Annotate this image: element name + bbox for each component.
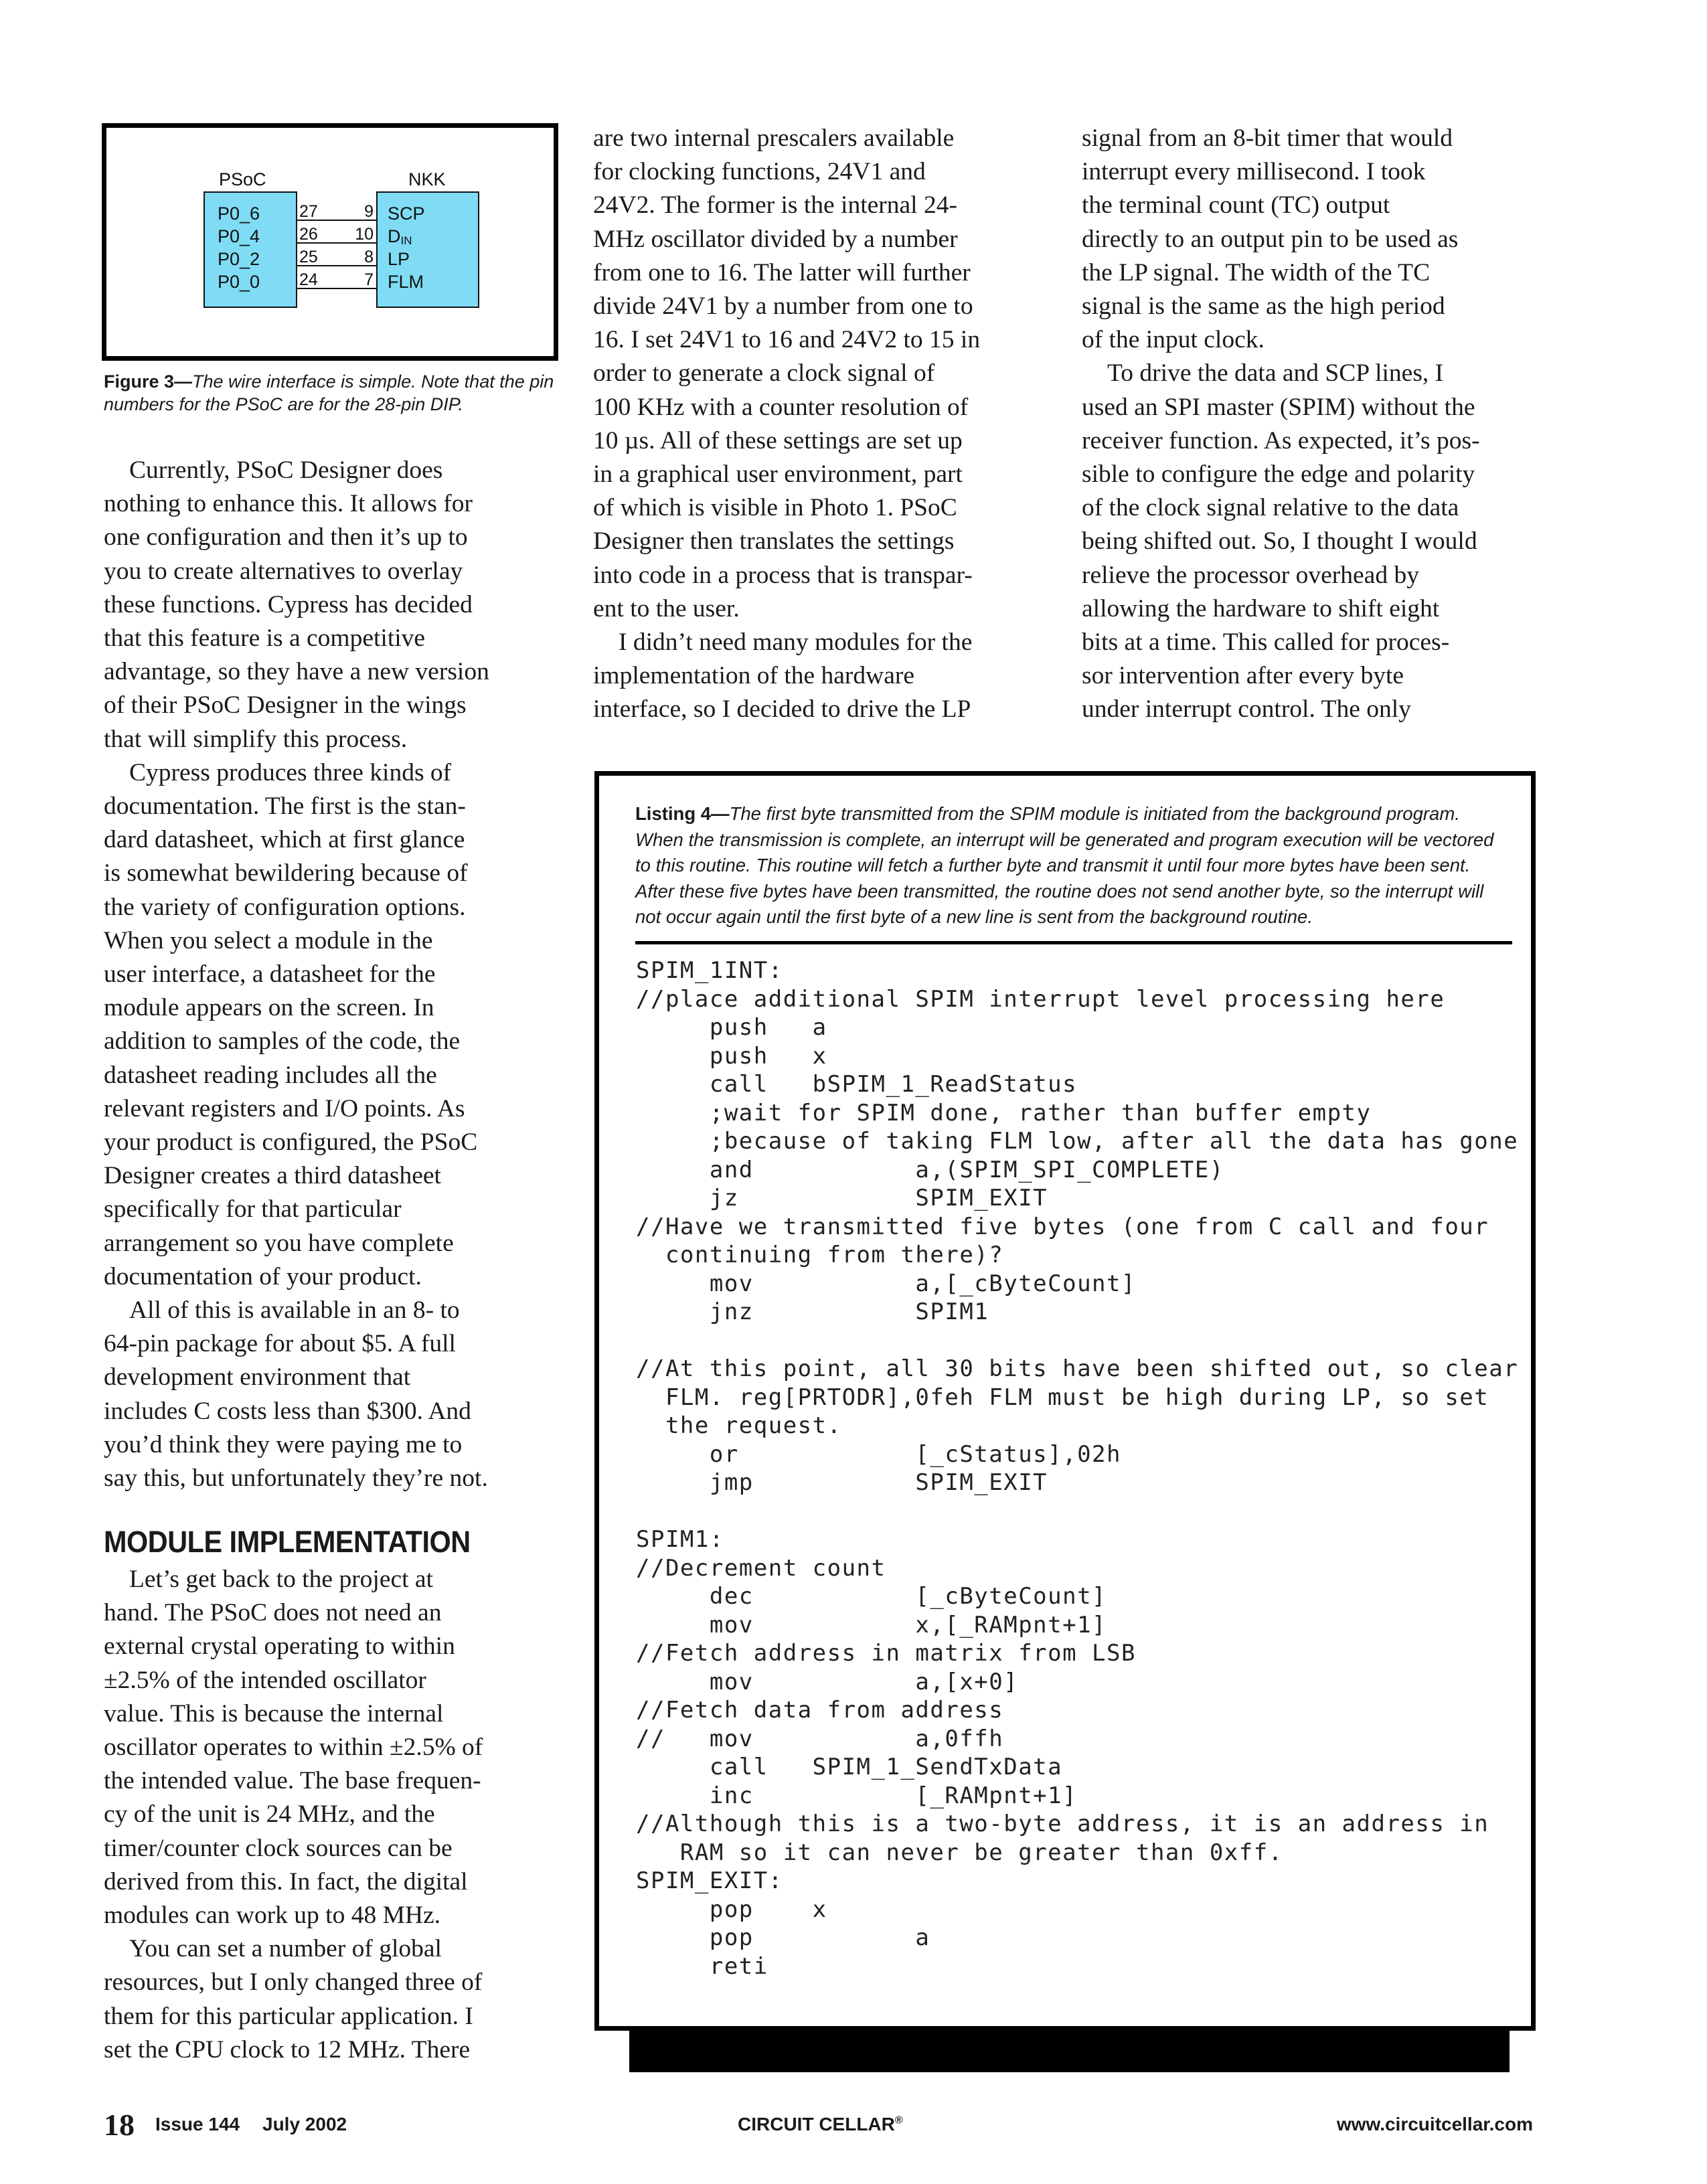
column-2-text <box>593 122 1048 727</box>
text-line: arrangement so you have complete <box>104 1229 454 1257</box>
text-line: specifically for that particular <box>104 1195 402 1224</box>
text-line: To drive the data and SCP lines, I <box>1107 359 1444 388</box>
caption-line: to this routine. This routine will fetch a further byte and transmit it until four more bytes have been sent. <box>635 855 1471 875</box>
psoc-pin-number: 26 <box>299 225 318 244</box>
section-heading: MODULE IMPLEMENTATION <box>104 1525 471 1559</box>
text-line: development environment that <box>104 1363 411 1392</box>
psoc-pin-label: P0_6 <box>218 203 260 224</box>
text-line: 16. I set 24V1 to 16 and 24V2 to 15 in <box>593 326 981 354</box>
text-line: advantage, so they have a new version <box>104 658 489 686</box>
text-line: ±2.5% of the intended oscillator <box>104 1666 426 1694</box>
nkk-pin-number: 8 <box>364 248 374 266</box>
text-line: signal from an 8-bit timer that would <box>1082 124 1453 152</box>
paragraph <box>104 1294 559 1495</box>
text-line: resources, but I only changed three of <box>104 1968 483 1997</box>
text-line: say this, but unfortunately they’re not. <box>104 1464 488 1493</box>
figure-3-caption-text: The wire interface is simple. Note that the pin numbers for the PSoC are for the 28-pin DIP. <box>104 371 554 414</box>
text-line: nothing to enhance this. It allows for <box>104 490 473 518</box>
text-line: used an SPI master (SPIM) without the <box>1082 393 1475 421</box>
paragraph <box>593 122 1048 626</box>
text-line: the variety of configuration options. <box>104 893 466 921</box>
text-line: into code in a process that is transpar- <box>593 561 973 589</box>
text-line: bits at a time. This called for proces- <box>1082 628 1450 657</box>
text-line: MHz oscillator divided by a number <box>593 225 958 253</box>
paragraph <box>104 1932 559 2067</box>
text-line: documentation. The first is the stan- <box>104 792 466 821</box>
wire-interface-diagram <box>106 128 554 356</box>
text-line: 100 KHz with a counter resolution of <box>593 393 969 421</box>
text-line: sible to configure the edge and polarity <box>1082 460 1475 489</box>
paragraph <box>104 1563 559 1932</box>
registered-mark: ® <box>894 2114 903 2126</box>
figure-3-label: Figure 3— <box>104 371 193 392</box>
text-line: allowing the hardware to shift eight <box>1082 594 1440 622</box>
text-line: When you select a module in the <box>104 926 433 954</box>
caption-line: not occur again until the first byte of a new line is sent from the background routine. <box>635 906 1313 927</box>
paragraph <box>104 454 559 756</box>
text-line: You can set a number of global <box>129 1935 442 1963</box>
figure-3-diagram <box>102 123 558 361</box>
text-line: from one to 16. The latter will further <box>593 258 971 286</box>
din-subscript: IN <box>400 234 412 247</box>
text-line: oscillator operates to within ±2.5% of <box>104 1734 483 1762</box>
text-line: documentation of your product. <box>104 1262 422 1290</box>
text-line: under interrupt control. The only <box>1082 695 1411 724</box>
caption-line: Listing 4—The first byte transmitted from the SPIM module is initiated from the background program. <box>635 803 1460 824</box>
text-line: 24V2. The former is the internal 24- <box>593 191 957 220</box>
text-line: that will simplify this process. <box>104 725 408 753</box>
text-line: user interface, a datasheet for the <box>104 960 436 989</box>
nkk-signal-label: DIN <box>388 226 412 247</box>
issue-number: Issue 144 <box>155 2114 240 2134</box>
psoc-pin-number: 24 <box>299 270 318 289</box>
column-1-text <box>104 454 559 1495</box>
caption-line: After these five bytes have been transmitted, the routine does not send another byte, so the interrupt will <box>635 880 1484 902</box>
text-line: relevant registers and I/O points. As <box>104 1094 465 1122</box>
listing-4-caption <box>635 801 1506 930</box>
text-line: value. This is because the internal <box>104 1699 444 1728</box>
figure-3-caption <box>104 370 572 416</box>
text-line: the LP signal. The width of the TC <box>1082 258 1431 286</box>
text-line: of the input clock. <box>1082 326 1265 354</box>
listing-4-code: SPIM_1INT: //place additional SPIM interrupt level processing here push a push x call bSPIM_1_ReadStatus ;wait for SPIM done, rather than buffer empty ;because of taking FLM low, after all the data has gone and a,(SPIM_SPI_COMPLETE) jz SPIM_EXIT //Have we transmitted five bytes (one from C call and four continuing from there)? mov a,[_cByteCount] jnz SPIM1 //At this point, all 30 bits have been shifted out, so clear FLM. reg[PRTODR],0feh FLM must be high during LP, so set the request. or [_cStatus],02h jmp SPIM_EXIT SPIM1: //Decrement count dec [_cByteCount] mov x,[_RAMpnt+1] //Fetch address in matrix from LSB mov a,[x+0] //Fetch data from address // mov a,0ffh call SPIM_1_SendTxData inc [_RAMpnt+1] //Although this is a two-byte address, it is an address in RAM so it can never be greater than 0xff. SPIM_EXIT: pop x pop a reti <box>636 957 1519 1980</box>
text-line: for clocking functions, 24V1 and <box>593 158 926 186</box>
listing-4-label: Listing 4— <box>635 803 730 824</box>
text-line: you to create alternatives to overlay <box>104 557 463 585</box>
text-line: order to generate a clock signal of <box>593 359 935 388</box>
nkk-signal-label: SCP <box>388 203 425 224</box>
text-line: modules can work up to 48 MHz. <box>104 1902 441 1930</box>
psoc-pin-label: P0_4 <box>218 226 260 246</box>
website-url: www.circuitcellar.com <box>1336 2114 1533 2134</box>
column-1-text-continued <box>104 1563 559 2067</box>
nkk-signal-label: LP <box>388 249 410 269</box>
text-line: addition to samples of the code, the <box>104 1027 461 1056</box>
page-footer <box>0 2107 1707 2140</box>
listing-4 <box>594 771 1536 2031</box>
text-line: set the CPU clock to 12 MHz. There <box>104 2035 471 2064</box>
page-number: 18 <box>104 2108 135 2142</box>
text-line: dard datasheet, which at first glance <box>104 826 465 854</box>
text-line: Designer creates a third datasheet <box>104 1162 441 1190</box>
text-line: Let’s get back to the project at <box>129 1566 433 1593</box>
text-line: 64-pin package for about $5. A full <box>104 1330 456 1358</box>
column-3-text <box>1082 122 1550 727</box>
psoc-pin-label: P0_2 <box>218 249 260 269</box>
listing-divider <box>635 941 1512 944</box>
text-line: 10 µs. All of these settings are set up <box>593 426 963 454</box>
text-line: includes C costs less than $300. And <box>104 1397 471 1425</box>
magazine-name: CIRCUIT CELLAR® <box>738 2114 903 2134</box>
caption-line: When the transmission is complete, an interrupt will be generated and program execution will be vectored <box>635 829 1494 850</box>
paragraph <box>1082 122 1550 357</box>
text-line: your product is configured, the PSoC <box>104 1128 478 1157</box>
text-line: Currently, PSoC Designer does <box>129 456 443 484</box>
text-line: receiver function. As expected, it’s pos- <box>1082 426 1480 454</box>
text-line: datasheet reading includes all the <box>104 1061 437 1089</box>
paragraph <box>104 756 559 1294</box>
text-line: one configuration and then it’s up to <box>104 523 468 552</box>
text-line: All of this is available in an 8- to <box>129 1296 460 1325</box>
nkk-pin-number: 9 <box>364 202 374 221</box>
text-line: sor intervention after every byte <box>1082 662 1404 690</box>
text-line: module appears on the screen. In <box>104 994 434 1022</box>
paragraph <box>593 626 1048 727</box>
text-line: cy of the unit is 24 MHz, and the <box>104 1800 435 1829</box>
text-line: that this feature is a competitive <box>104 624 426 653</box>
text-line: of their PSoC Designer in the wings <box>104 691 467 720</box>
text-line: derived from this. In fact, the digital <box>104 1867 468 1896</box>
text-line: the terminal count (TC) output <box>1082 191 1390 220</box>
text-line: is somewhat bewildering because of <box>104 859 468 888</box>
text-line: timer/counter clock sources can be <box>104 1834 453 1862</box>
text-line: being shifted out. So, I thought I would <box>1082 527 1477 556</box>
text-line: interface, so I decided to drive the LP <box>593 695 971 724</box>
text-line: divide 24V1 by a number from one to <box>593 292 973 321</box>
nkk-label: NKK <box>408 169 446 189</box>
text-line: of the clock signal relative to the data <box>1082 494 1459 522</box>
nkk-pin-number: 7 <box>364 270 374 289</box>
text-line: interrupt every millisecond. I took <box>1082 158 1426 186</box>
text-line: directly to an output pin to be used as <box>1082 225 1459 253</box>
text-line: I didn’t need many modules for the <box>619 628 973 657</box>
text-line: these functions. Cypress has decided <box>104 590 473 618</box>
text-line: in a graphical user environment, part <box>593 460 963 489</box>
nkk-pin-number: 10 <box>355 225 374 244</box>
text-line: implementation of the hardware <box>593 662 915 690</box>
paragraph <box>1082 357 1550 726</box>
issue-date: July 2002 <box>262 2114 347 2134</box>
psoc-pin-number: 27 <box>299 202 318 221</box>
text-line: hand. The PSoC does not need an <box>104 1599 442 1627</box>
text-line: are two internal prescalers available <box>593 124 955 152</box>
nkk-signal-label: FLM <box>388 272 424 292</box>
text-line: you’d think they were paying me to <box>104 1430 463 1458</box>
text-line: ent to the user. <box>593 594 740 622</box>
psoc-pin-number: 25 <box>299 248 318 266</box>
text-line: of which is visible in Photo 1. PSoC <box>593 494 957 522</box>
psoc-label: PSoC <box>219 169 266 189</box>
text-line: Cypress produces three kinds of <box>129 758 452 786</box>
text-line: Designer then translates the settings <box>593 527 955 556</box>
text-line: external crystal operating to within <box>104 1632 455 1661</box>
psoc-pin-label: P0_0 <box>218 272 260 292</box>
text-line: relieve the processor overhead by <box>1082 561 1419 589</box>
text-line: signal is the same as the high period <box>1082 292 1445 321</box>
text-line: the intended value. The base frequen- <box>104 1767 481 1795</box>
text-line: them for this particular application. I <box>104 2002 473 2030</box>
